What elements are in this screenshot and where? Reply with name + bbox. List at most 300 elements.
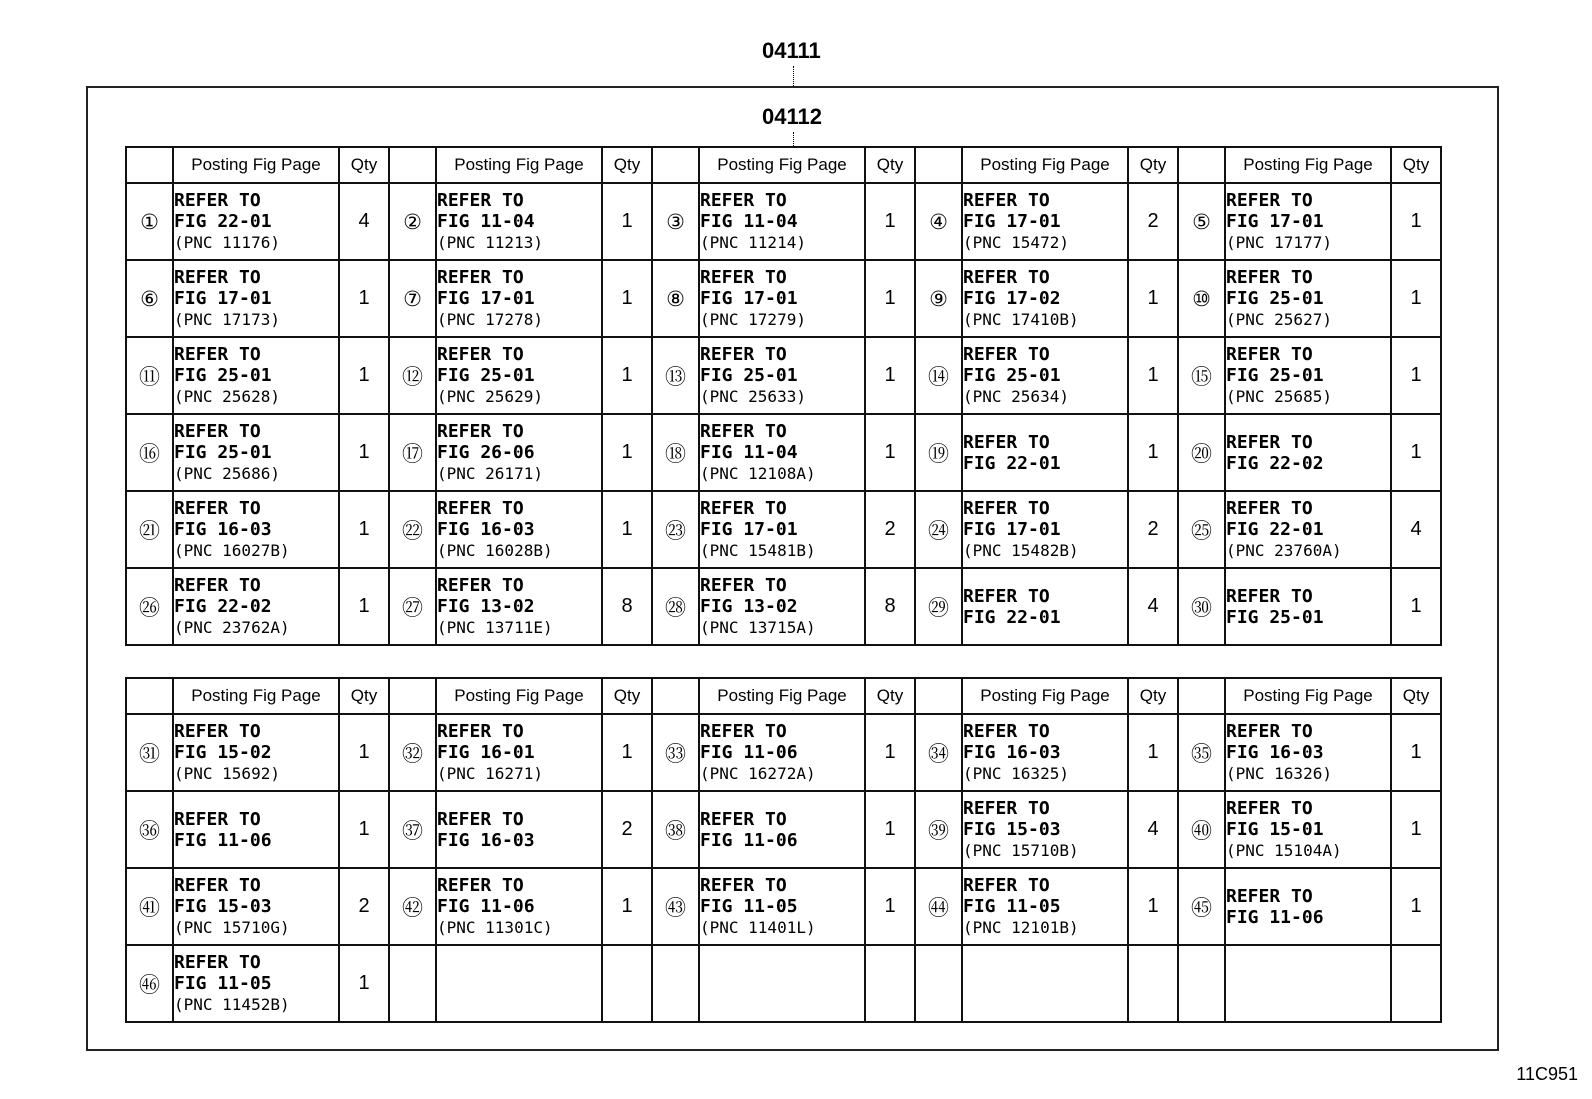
refer-to-text: REFER TO [700, 190, 787, 211]
fig-reference: FIG 11-05 [963, 896, 1061, 917]
header-posting-fig-page: Posting Fig Page [436, 678, 602, 714]
posting-reference [436, 260, 602, 337]
header-posting-fig-page: Posting Fig Page [699, 678, 865, 714]
header-qty: Qty [865, 147, 915, 183]
refer-to-text: REFER TO [437, 875, 524, 896]
header-blank [915, 678, 962, 714]
quantity: 1 [865, 183, 915, 260]
pnc-reference: (PNC 13711E) [437, 618, 553, 637]
item-number: ㉖ [126, 568, 173, 645]
fig-reference: FIG 25-01 [174, 365, 272, 386]
posting-reference [699, 945, 865, 1022]
pnc-reference: (PNC 23762A) [174, 618, 290, 637]
refer-to-text: REFER TO [1226, 885, 1313, 907]
item-number: ㉛ [126, 714, 173, 791]
quantity: 1 [339, 568, 389, 645]
posting-reference [1225, 714, 1391, 791]
quantity: 1 [602, 337, 652, 414]
pnc-reference: (PNC 15472) [963, 233, 1069, 252]
item-number [915, 945, 962, 1022]
refer-to-text: REFER TO [700, 421, 787, 442]
refer-to-text: REFER TO [700, 267, 787, 288]
quantity: 8 [602, 568, 652, 645]
pnc-reference: (PNC 12101B) [963, 918, 1079, 937]
table-row [126, 183, 1441, 260]
fig-reference: FIG 11-06 [1226, 906, 1324, 928]
quantity: 1 [1128, 337, 1178, 414]
quantity: 1 [339, 714, 389, 791]
posting-reference [962, 568, 1128, 645]
pnc-reference: (PNC 17279) [700, 310, 806, 329]
refer-to-text: REFER TO [174, 575, 261, 596]
pnc-reference: (PNC 17410B) [963, 310, 1079, 329]
pnc-reference: (PNC 11401L) [700, 918, 816, 937]
quantity: 1 [339, 791, 389, 868]
quantity: 1 [1391, 337, 1441, 414]
quantity: 4 [1391, 491, 1441, 568]
quantity: 1 [339, 414, 389, 491]
quantity: 1 [865, 337, 915, 414]
fig-reference: FIG 25-01 [1226, 365, 1324, 386]
item-number: ㊳ [652, 791, 699, 868]
fig-reference: FIG 22-01 [174, 211, 272, 232]
quantity [1391, 945, 1441, 1022]
fig-reference: FIG 17-01 [963, 519, 1061, 540]
label-04112: 04112 [762, 104, 822, 129]
pnc-reference: (PNC 15710B) [963, 841, 1079, 860]
quantity: 1 [339, 491, 389, 568]
pnc-reference: (PNC 25685) [1226, 387, 1332, 406]
item-number: ㉜ [389, 714, 436, 791]
fig-reference: FIG 17-01 [437, 288, 535, 309]
quantity [1128, 945, 1178, 1022]
fig-reference: FIG 16-03 [174, 519, 272, 540]
posting-reference [699, 491, 865, 568]
header-qty: Qty [602, 147, 652, 183]
header-blank [126, 147, 173, 183]
posting-reference [699, 183, 865, 260]
fig-reference: FIG 11-04 [700, 442, 798, 463]
refer-to-text: REFER TO [700, 498, 787, 519]
pnc-reference: (PNC 15481B) [700, 541, 816, 560]
fig-reference: FIG 22-02 [1226, 452, 1324, 474]
pnc-reference: (PNC 11176) [174, 233, 280, 252]
posting-reference [1225, 414, 1391, 491]
refer-to-text: REFER TO [1226, 585, 1313, 607]
refer-to-text: REFER TO [437, 267, 524, 288]
pnc-reference: (PNC 16325) [963, 764, 1069, 783]
item-number: ② [389, 183, 436, 260]
pnc-reference: (PNC 15692) [174, 764, 280, 783]
quantity: 1 [1391, 791, 1441, 868]
item-number: ㊷ [389, 868, 436, 945]
posting-reference [962, 714, 1128, 791]
posting-reference [1225, 568, 1391, 645]
quantity: 1 [1391, 868, 1441, 945]
figure-code: 11C951 [1516, 1064, 1578, 1084]
posting-reference [699, 868, 865, 945]
posting-reference [436, 183, 602, 260]
header-posting-fig-page: Posting Fig Page [962, 147, 1128, 183]
pnc-reference: (PNC 11301C) [437, 918, 553, 937]
posting-reference [962, 491, 1128, 568]
refer-to-text: REFER TO [1226, 431, 1313, 453]
item-number: ⑪ [126, 337, 173, 414]
posting-reference [173, 491, 339, 568]
item-number: ⑩ [1178, 260, 1225, 337]
refer-to-text: REFER TO [174, 875, 261, 896]
item-number: ㉕ [1178, 491, 1225, 568]
quantity: 1 [865, 414, 915, 491]
posting-reference [962, 868, 1128, 945]
header-blank [652, 147, 699, 183]
refer-to-text: REFER TO [963, 267, 1050, 288]
leader-line-04112 [793, 132, 794, 146]
item-number: ㊴ [915, 791, 962, 868]
quantity: 2 [865, 491, 915, 568]
quantity: 4 [339, 183, 389, 260]
fig-reference: FIG 13-02 [700, 596, 798, 617]
fig-reference: FIG 17-02 [963, 288, 1061, 309]
refer-to-text: REFER TO [1226, 344, 1313, 365]
posting-reference [173, 791, 339, 868]
header-qty: Qty [865, 678, 915, 714]
refer-to-text: REFER TO [963, 721, 1050, 742]
pnc-reference: (PNC 25634) [963, 387, 1069, 406]
table-row [126, 568, 1441, 645]
item-number: ㉑ [126, 491, 173, 568]
posting-reference [699, 414, 865, 491]
pnc-reference: (PNC 16028B) [437, 541, 553, 560]
posting-reference [173, 945, 339, 1022]
fig-reference: FIG 11-04 [700, 211, 798, 232]
header-qty: Qty [339, 678, 389, 714]
quantity: 1 [865, 868, 915, 945]
table-row [126, 260, 1441, 337]
item-number [1178, 945, 1225, 1022]
quantity: 1 [1391, 714, 1441, 791]
item-number: ㊶ [126, 868, 173, 945]
pnc-reference: (PNC 16326) [1226, 764, 1332, 783]
quantity: 1 [1391, 568, 1441, 645]
item-number: ㊹ [915, 868, 962, 945]
header-posting-fig-page: Posting Fig Page [436, 147, 602, 183]
quantity: 1 [602, 414, 652, 491]
pnc-reference: (PNC 25629) [437, 387, 543, 406]
pnc-reference: (PNC 11214) [700, 233, 806, 252]
refer-to-text: REFER TO [437, 344, 524, 365]
refer-to-text: REFER TO [963, 875, 1050, 896]
header-posting-fig-page: Posting Fig Page [173, 678, 339, 714]
quantity [865, 945, 915, 1022]
table-row [126, 791, 1441, 868]
header-qty: Qty [1128, 147, 1178, 183]
header-blank [126, 678, 173, 714]
pnc-reference: (PNC 23760A) [1226, 541, 1342, 560]
fig-reference: FIG 17-01 [174, 288, 272, 309]
fig-reference: FIG 16-01 [437, 742, 535, 763]
quantity: 2 [339, 868, 389, 945]
item-number: ⑲ [915, 414, 962, 491]
posting-reference [436, 791, 602, 868]
refer-to-text: REFER TO [437, 421, 524, 442]
posting-reference [962, 260, 1128, 337]
refer-to-text: REFER TO [1226, 498, 1313, 519]
fig-reference: FIG 25-01 [963, 365, 1061, 386]
posting-reference [1225, 183, 1391, 260]
header-blank [1178, 147, 1225, 183]
item-number: ㉓ [652, 491, 699, 568]
refer-to-text: REFER TO [700, 344, 787, 365]
table-row [126, 337, 1441, 414]
quantity: 2 [1128, 491, 1178, 568]
refer-to-text: REFER TO [1226, 267, 1313, 288]
posting-reference [1225, 260, 1391, 337]
refer-to-text: REFER TO [963, 431, 1050, 453]
pnc-reference: (PNC 16027B) [174, 541, 290, 560]
quantity: 1 [1128, 414, 1178, 491]
header-posting-fig-page: Posting Fig Page [699, 147, 865, 183]
quantity: 4 [1128, 791, 1178, 868]
pnc-reference: (PNC 25633) [700, 387, 806, 406]
posting-reference [962, 791, 1128, 868]
item-number: ⑭ [915, 337, 962, 414]
quantity: 1 [339, 945, 389, 1022]
refer-to-text: REFER TO [700, 721, 787, 742]
refer-to-text: REFER TO [1226, 721, 1313, 742]
pnc-reference: (PNC 12108A) [700, 464, 816, 483]
item-number: ㉙ [915, 568, 962, 645]
fig-reference: FIG 26-06 [437, 442, 535, 463]
quantity: 2 [1128, 183, 1178, 260]
posting-reference [1225, 945, 1391, 1022]
fig-reference: FIG 15-03 [963, 819, 1061, 840]
posting-reference [1225, 337, 1391, 414]
table-row [126, 945, 1441, 1022]
fig-reference: FIG 25-01 [174, 442, 272, 463]
quantity: 1 [602, 714, 652, 791]
pnc-reference: (PNC 17173) [174, 310, 280, 329]
refer-to-text: REFER TO [174, 267, 261, 288]
fig-reference: FIG 16-03 [963, 742, 1061, 763]
fig-reference: FIG 11-05 [174, 973, 272, 994]
item-number: ㉔ [915, 491, 962, 568]
posting-reference [962, 414, 1128, 491]
item-number: ⑮ [1178, 337, 1225, 414]
refer-to-text: REFER TO [437, 808, 524, 830]
posting-reference [173, 414, 339, 491]
item-number [389, 945, 436, 1022]
refer-to-text: REFER TO [174, 952, 261, 973]
pnc-reference: (PNC 25628) [174, 387, 280, 406]
fig-reference: FIG 17-01 [1226, 211, 1324, 232]
header-qty: Qty [1128, 678, 1178, 714]
refer-to-text: REFER TO [437, 190, 524, 211]
item-number: ① [126, 183, 173, 260]
pnc-reference: (PNC 25686) [174, 464, 280, 483]
posting-reference [699, 260, 865, 337]
pnc-reference: (PNC 15482B) [963, 541, 1079, 560]
item-number [652, 945, 699, 1022]
quantity: 1 [602, 183, 652, 260]
header-blank [1178, 678, 1225, 714]
header-posting-fig-page: Posting Fig Page [1225, 147, 1391, 183]
posting-reference [436, 714, 602, 791]
refer-to-text: REFER TO [174, 721, 261, 742]
quantity [602, 945, 652, 1022]
header-qty: Qty [1391, 678, 1441, 714]
fig-reference: FIG 17-01 [700, 288, 798, 309]
pnc-reference: (PNC 16272A) [700, 764, 816, 783]
refer-to-text: REFER TO [963, 190, 1050, 211]
item-number: ㉟ [1178, 714, 1225, 791]
header-posting-fig-page: Posting Fig Page [1225, 678, 1391, 714]
refer-to-text: REFER TO [700, 575, 787, 596]
pnc-reference: (PNC 11452B) [174, 995, 290, 1014]
posting-reference [436, 414, 602, 491]
refer-to-text: REFER TO [174, 421, 261, 442]
pnc-reference: (PNC 17177) [1226, 233, 1332, 252]
fig-reference: FIG 22-01 [1226, 519, 1324, 540]
item-number: ㊻ [126, 945, 173, 1022]
item-number: ⑱ [652, 414, 699, 491]
posting-reference [699, 568, 865, 645]
header-blank [389, 147, 436, 183]
pnc-reference: (PNC 15104A) [1226, 841, 1342, 860]
header-blank [652, 678, 699, 714]
fig-reference: FIG 25-01 [1226, 288, 1324, 309]
table-row [126, 868, 1441, 945]
refer-to-text: REFER TO [174, 344, 261, 365]
table-row [126, 714, 1441, 791]
pnc-reference: (PNC 16271) [437, 764, 543, 783]
refer-to-text: REFER TO [437, 498, 524, 519]
item-number: ⑯ [126, 414, 173, 491]
posting-reference [436, 337, 602, 414]
item-number: ⑤ [1178, 183, 1225, 260]
fig-reference: FIG 17-01 [700, 519, 798, 540]
parts-table-1 [125, 146, 1442, 646]
fig-reference: FIG 15-03 [174, 896, 272, 917]
fig-reference: FIG 17-01 [963, 211, 1061, 232]
item-number: ㉝ [652, 714, 699, 791]
item-number: ㉞ [915, 714, 962, 791]
refer-to-text: REFER TO [437, 721, 524, 742]
fig-reference: FIG 11-06 [174, 829, 272, 851]
posting-reference [173, 568, 339, 645]
quantity: 1 [602, 868, 652, 945]
quantity: 1 [339, 337, 389, 414]
item-number: ⑫ [389, 337, 436, 414]
label-04111: 04111 [762, 38, 821, 63]
pnc-reference: (PNC 11213) [437, 233, 543, 252]
fig-reference: FIG 22-01 [963, 452, 1061, 474]
item-number: ⑧ [652, 260, 699, 337]
refer-to-text: REFER TO [437, 575, 524, 596]
parts-table-2 [125, 677, 1442, 1023]
item-number: ㉗ [389, 568, 436, 645]
posting-reference [173, 868, 339, 945]
item-number: ⑥ [126, 260, 173, 337]
fig-reference: FIG 11-05 [700, 896, 798, 917]
item-number: ⑳ [1178, 414, 1225, 491]
posting-reference [436, 945, 602, 1022]
refer-to-text: REFER TO [963, 798, 1050, 819]
refer-to-text: REFER TO [963, 585, 1050, 607]
pnc-reference: (PNC 25627) [1226, 310, 1332, 329]
quantity: 4 [1128, 568, 1178, 645]
quantity: 1 [602, 260, 652, 337]
fig-reference: FIG 25-01 [437, 365, 535, 386]
fig-reference: FIG 25-01 [1226, 606, 1324, 628]
fig-reference: FIG 16-03 [437, 519, 535, 540]
refer-to-text: REFER TO [963, 498, 1050, 519]
table-row [126, 491, 1441, 568]
quantity: 1 [1391, 183, 1441, 260]
item-number: ㊵ [1178, 791, 1225, 868]
refer-to-text: REFER TO [174, 808, 261, 830]
fig-reference: FIG 13-02 [437, 596, 535, 617]
posting-reference [1225, 791, 1391, 868]
posting-reference [1225, 868, 1391, 945]
quantity: 1 [602, 491, 652, 568]
fig-reference: FIG 11-04 [437, 211, 535, 232]
fig-reference: FIG 22-02 [174, 596, 272, 617]
fig-reference: FIG 15-01 [1226, 819, 1324, 840]
item-number: ㊸ [652, 868, 699, 945]
posting-reference [436, 868, 602, 945]
refer-to-text: REFER TO [700, 875, 787, 896]
pnc-reference: (PNC 13715A) [700, 618, 816, 637]
header-qty: Qty [1391, 147, 1441, 183]
item-number: ㉚ [1178, 568, 1225, 645]
posting-reference [436, 568, 602, 645]
refer-to-text: REFER TO [174, 190, 261, 211]
quantity: 1 [339, 260, 389, 337]
quantity: 1 [865, 714, 915, 791]
refer-to-text: REFER TO [1226, 798, 1313, 819]
item-number: ㊺ [1178, 868, 1225, 945]
item-number: ④ [915, 183, 962, 260]
posting-reference [699, 337, 865, 414]
header-blank [389, 678, 436, 714]
posting-reference [173, 260, 339, 337]
header-posting-fig-page: Posting Fig Page [962, 678, 1128, 714]
fig-reference: FIG 16-03 [1226, 742, 1324, 763]
refer-to-text: REFER TO [1226, 190, 1313, 211]
posting-reference [173, 337, 339, 414]
fig-reference: FIG 11-06 [700, 742, 798, 763]
quantity: 1 [865, 260, 915, 337]
posting-reference [699, 791, 865, 868]
item-number: ⑰ [389, 414, 436, 491]
posting-reference [1225, 491, 1391, 568]
header-blank [915, 147, 962, 183]
item-number: ㉒ [389, 491, 436, 568]
quantity: 1 [1128, 260, 1178, 337]
quantity: 8 [865, 568, 915, 645]
item-number: ⑬ [652, 337, 699, 414]
pnc-reference: (PNC 26171) [437, 464, 543, 483]
item-number: ⑨ [915, 260, 962, 337]
header-posting-fig-page: Posting Fig Page [173, 147, 339, 183]
quantity: 2 [602, 791, 652, 868]
fig-reference: FIG 25-01 [700, 365, 798, 386]
fig-reference: FIG 11-06 [437, 896, 535, 917]
item-number: ㉘ [652, 568, 699, 645]
item-number: ③ [652, 183, 699, 260]
fig-reference: FIG 11-06 [700, 829, 798, 851]
